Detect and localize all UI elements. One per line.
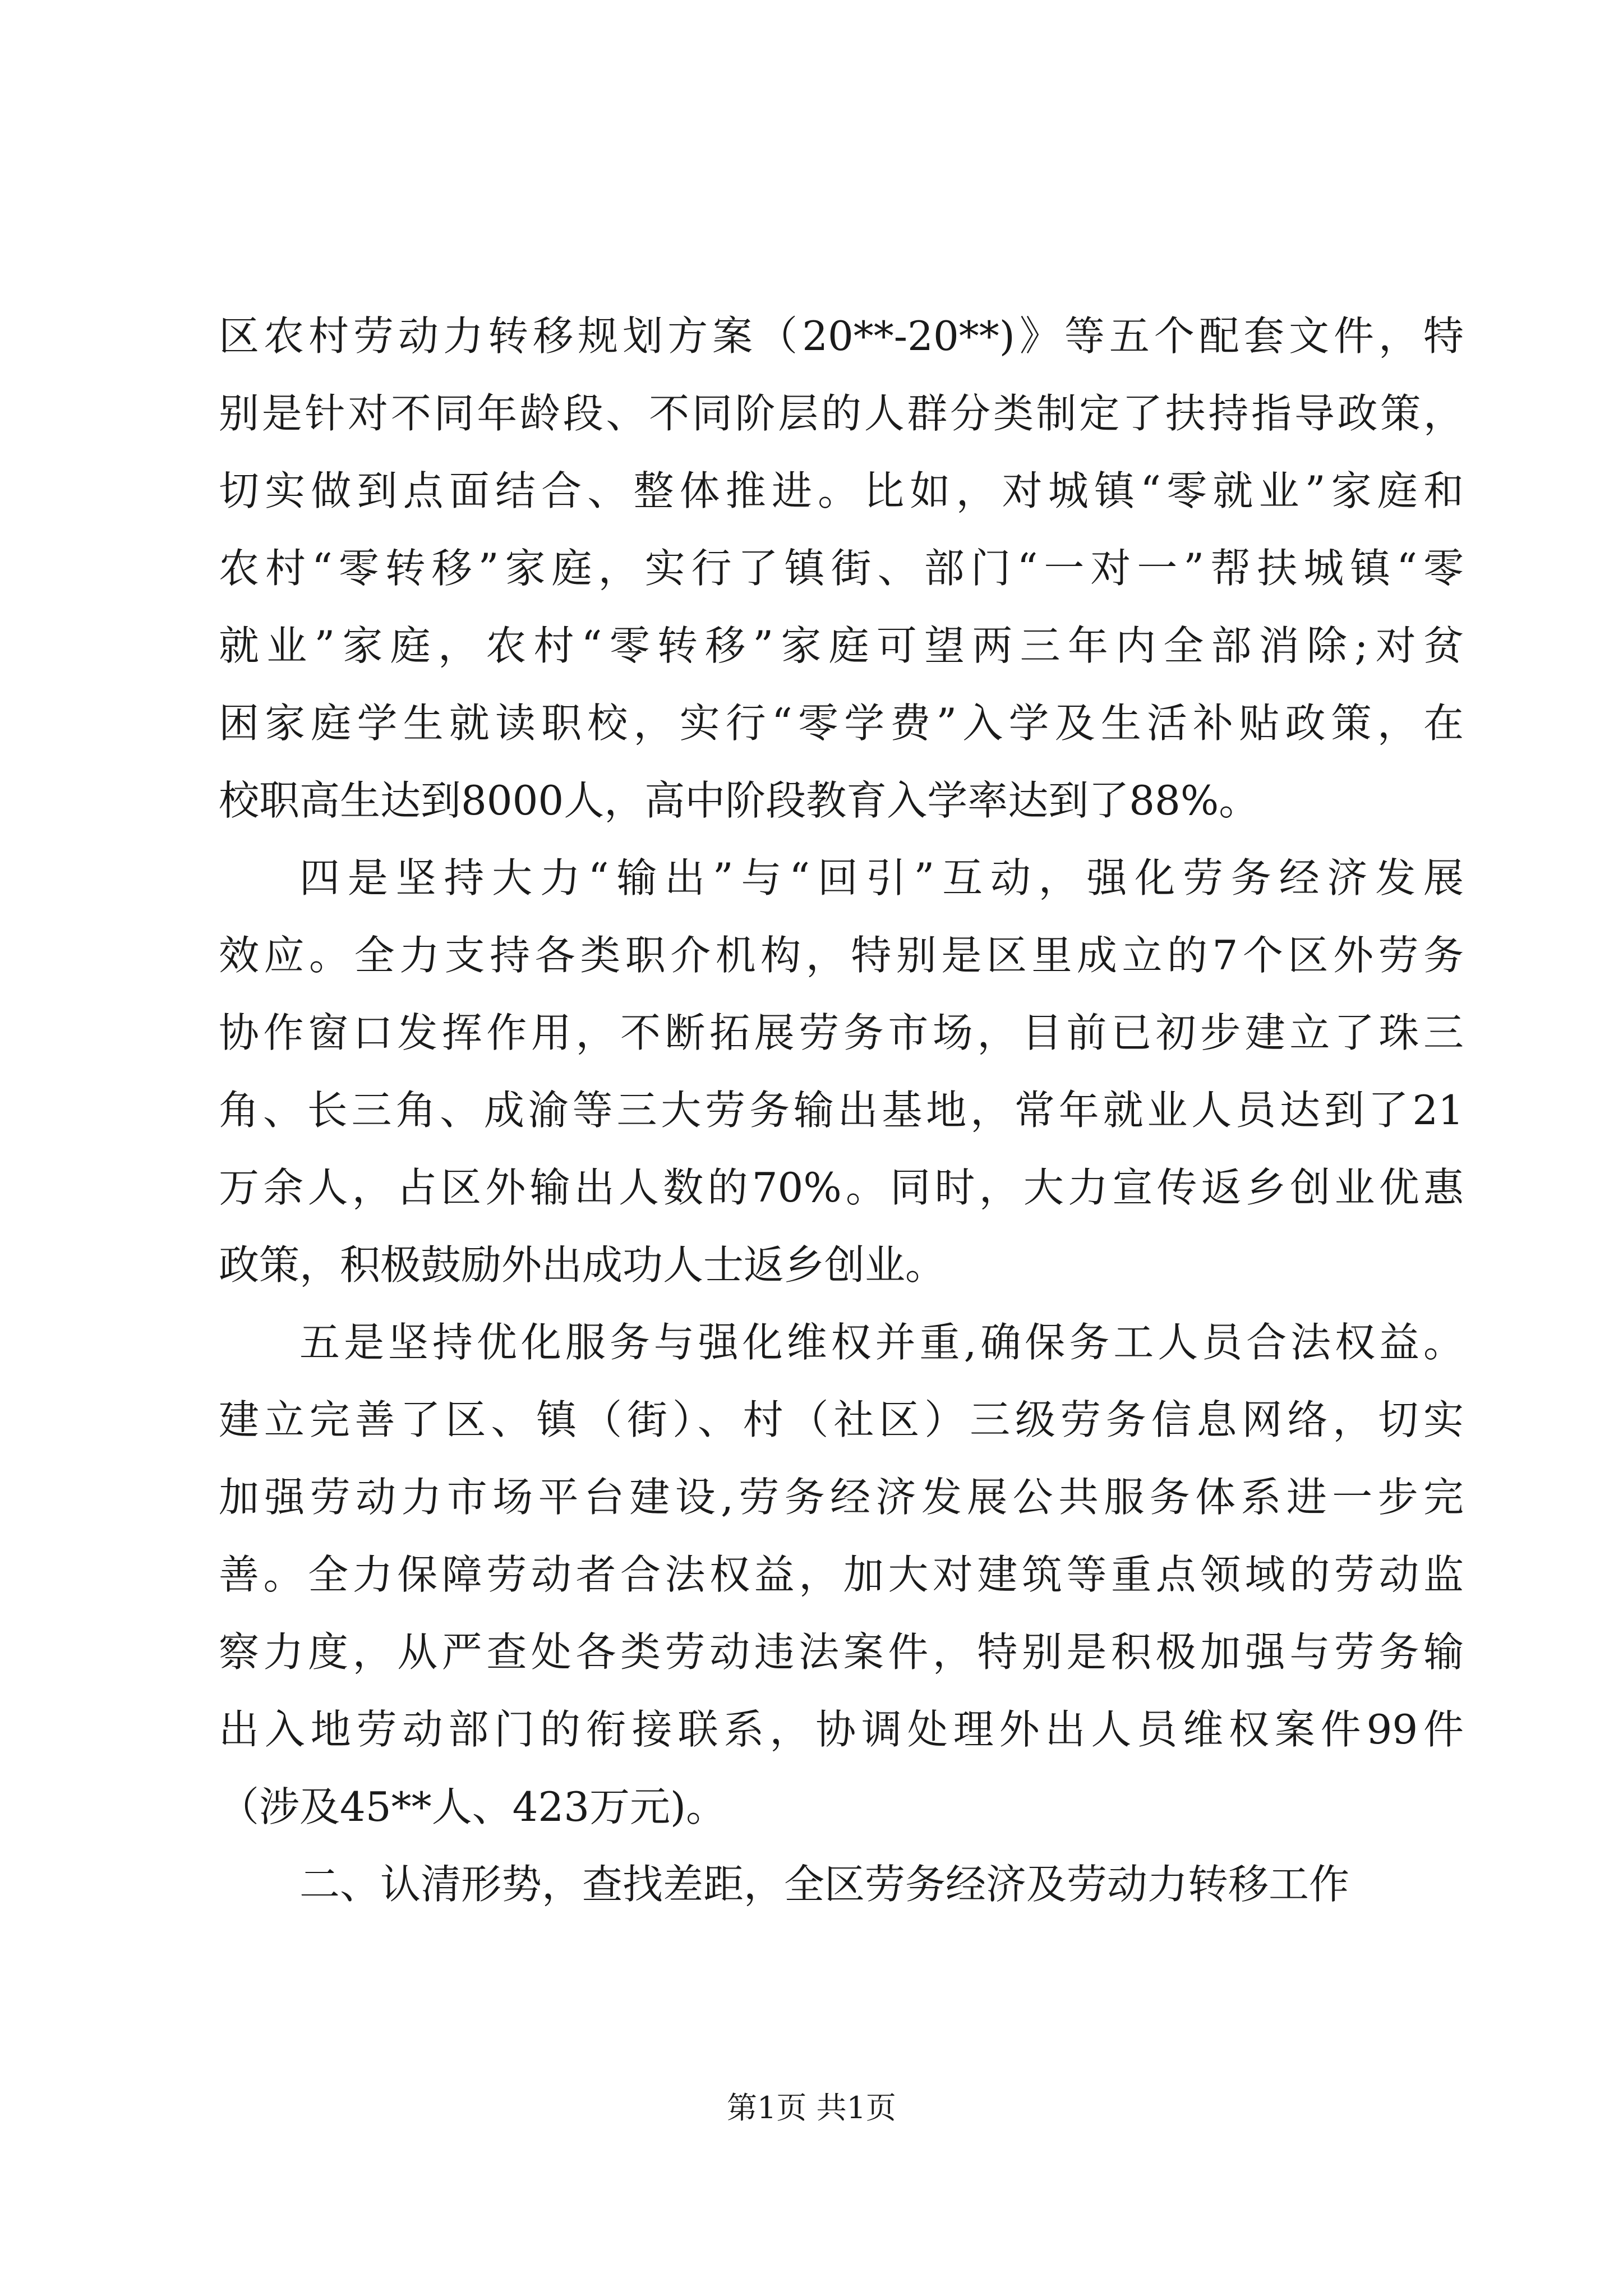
text-line: 五是坚持优化服务与强化维权并重,确保务工人员合法权益。: [299, 1319, 1464, 1366]
text-line: 区农村劳动力转移规划方案（20**-20**)》等五个配套文件，特: [219, 312, 1464, 360]
text-line: 切实做到点面结合、整体推进。比如，对城镇“零就业”家庭和: [219, 467, 1464, 514]
text-line: 协作窗口发挥作用，不断拓展劳务市场，目前已初步建立了珠三: [219, 1009, 1464, 1056]
document-body: [219, 297, 1464, 1923]
text-line: 困家庭学生就读职校，实行“零学费”入学及生活补贴政策，在: [219, 700, 1464, 747]
text-line: 万余人，占区外输出人数的70%。同时，大力宣传返乡创业优惠: [219, 1164, 1464, 1211]
section-heading: 二、认清形势，查找差距，全区劳务经济及劳动力转移工作: [299, 1861, 1350, 1908]
text-line: 校职高生达到8000人，高中阶段教育入学率达到了88%。: [219, 777, 1260, 824]
text-line: （涉及45**人、423万元)。: [219, 1783, 727, 1830]
text-line: 出入地劳动部门的衔接联系，协调处理外出人员维权案件99件: [219, 1706, 1464, 1753]
text-line: 察力度，从严查处各类劳动违法案件，特别是积极加强与劳务输: [219, 1628, 1464, 1676]
text-line: 效应。全力支持各类职介机构，特别是区里成立的7个区外劳务: [219, 932, 1464, 979]
text-line: 就业”家庭，农村“零转移”家庭可望两三年内全部消除;对贫: [219, 622, 1464, 669]
text-line: 加强劳动力市场平台建设,劳务经济发展公共服务体系进一步完: [219, 1474, 1464, 1521]
page-number: 第1页 共1页: [727, 2090, 896, 2125]
text-line: 善。全力保障劳动者合法权益，加大对建筑等重点领域的劳动监: [219, 1551, 1464, 1598]
text-line: 角、长三角、成渝等三大劳务输出基地，常年就业人员达到了21: [219, 1087, 1464, 1134]
text-line: 别是针对不同年龄段、不同阶层的人群分类制定了扶持指导政策，: [219, 390, 1464, 437]
text-line: 农村“零转移”家庭，实行了镇街、部门“一对一”帮扶城镇“零: [219, 545, 1464, 592]
text-line: 建立完善了区、镇（街）、村（社区）三级劳务信息网络，切实: [219, 1396, 1464, 1443]
text-line: 四是坚持大力“输出”与“回引”互动，强化劳务经济发展: [299, 854, 1464, 901]
text-line: 政策，积极鼓励外出成功人士返乡创业。: [219, 1241, 946, 1289]
